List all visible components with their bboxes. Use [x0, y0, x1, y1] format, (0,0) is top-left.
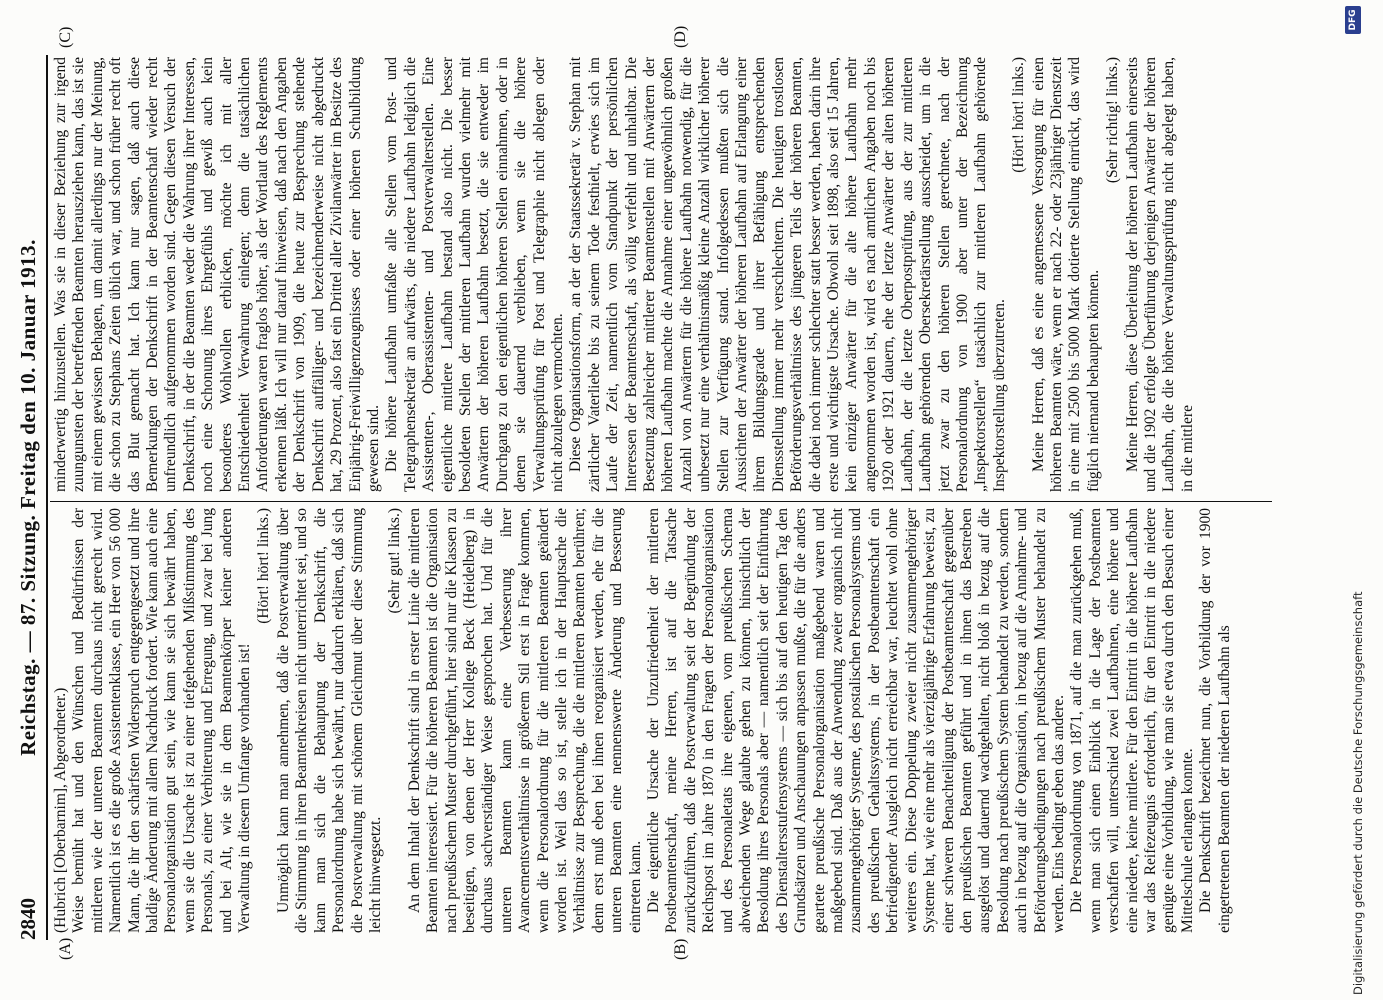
dfg-logo: DFG: [1345, 6, 1361, 34]
paragraph: Meine Herren, daß es eine angemessene Versorgung für einen höheren Beamten wäre, wenn er nach 22- oder 23jähriger Dienstzeit in eine mit 2500 bis 5000 Mark dotierte Stellung einrückt, das wird füglich niemand behaupten können.: [1029, 57, 1102, 492]
interjection: (Sehr gut! links.): [386, 508, 404, 614]
column-divider: [50, 501, 1272, 502]
paragraph: Die höhere Laufbahn umfaßte alle Stellen vom Post- und Telegraphensekretär an aufwärts, die niedere Laufbahn lediglich die Assistenten-, Oberassistenten- und Postverwalterstellen. Eine eigentliche mittlere Laufbahn bestand also nicht. Die besser besoldeten Stellen der mittleren Laufbahn wurden vielmehr mit Anwärtern der höheren Laufbahn besetzt, die sie entweder im Durchgang zu den eigentlichen höheren Stellen einnahmen, oder in denen sie dauernd verblieben, wenn sie die höhere Verwaltungsprüfung für Post und Telegraphie nicht ablegen oder nicht abzulegen vermochten.: [383, 57, 566, 492]
right-text-column: [52, 57, 1267, 492]
margin-mark-b: (B): [672, 938, 689, 960]
funding-note: Digitalisierung gefördert durch die Deutsche Forschungsgemeinschaft: [1351, 591, 1365, 995]
paragraph: Diese Organisationsform, an der der Staatssekretär v. Stephan mit zärtlicher Vaterliebe bis zu seinem Tode festhielt, erwies sich im Laufe der Zeit, namentlich vom Standpunkt der persönlichen Interessen der Beamtenschaft, als völlig verfehlt und unhaltbar. Die Besetzung zahlreicher mittlerer Beamtenstellen mit Anwärtern der höheren Laufbahn machte die Annahme einer ungewöhnlich großen Anzahl von Anwärtern für die höhere Laufbahn notwendig, für die unbesetzt nur eine verhältnismäßig kleine Anzahl wirklicher höherer Stellen zur Verfügung stand. Infolgedessen mußten sich die Aussichten der Anwärter der höheren Laufbahn auf Erlangung einer ihrem Bildungsgrade und ihrer Befähigung entsprechenden Diensstellung immer mehr verschlechtern. Die heutigen trostlosen Beförderungsverhältnisse des jüngeren Teils der höheren Beamten, die dabei noch immer schlechter statt besser werden, haben darin ihre erste und wichtigste Ursache. Obwohl seit 1898, also seit 15 Jahren, kein einziger Anwärter für die alte höhere Laufbahn mehr angenommen worden ist, wird es nach amtlichen Angaben noch bis 1920 oder 1921 dauern, ehe der letzte Anwärter der alten höheren Laufbahn, der die letzte Oberpostprüfung, aus der zur mittleren Laufbahn gehörenden Obersekretärstellung ausscheidet, um in die jetzt zwar zu den höheren Stellen gerechnete, nach der Personalordnung von 1900 aber unter der Bezeichnung „Inspektorstellen“ tatsächlich zur mittleren Laufbahn gehörende Inspektorstellung überzutreten.: [567, 57, 1008, 492]
left-text-column: [52, 508, 1267, 933]
margin-mark-d: (D): [672, 25, 689, 48]
paragraph: Weise bemüht hat und den Wünschen und Bedürfnissen der mittleren wie der unteren Beamten durchaus nicht gerecht wird. Namentlich ist es die große Assistentenklasse, ein Heer von 56 000 Mann, die ihr den schärfsten Widerspruch entgegengesetzt und ihre baldige Änderung mit allem Nachdruck fordert. Wie kann auch eine Personalorganisation gut sein, wie kann sie sich bewährt haben, wenn sie die Ursache ist zu einer tiefgehenden Mißstimmung des Personals, zu einer Verbitterung und Erregung, und zwar bei Jung und bei Alt, wie sie in dem Beamtenkörper keiner anderen Verwaltung in diesem Umfange vorhanden ist!: [70, 508, 254, 933]
margin-mark-a: (A): [57, 937, 74, 960]
header-rule: [46, 55, 48, 940]
page-number: 2840: [16, 898, 40, 940]
page-footer: [1345, 0, 1383, 1000]
running-title: Reichstag. — 87. Sitzung. Freitag den 10. Januar 1913.: [16, 239, 40, 756]
interjection: (Hört! hört! links.): [255, 508, 273, 624]
interjection: (Hört! hört! links.): [1010, 57, 1028, 173]
speaker-line: (Hubrich [Oberbarnim], Abgeordneter.): [52, 687, 69, 933]
page-header: [14, 55, 44, 940]
margin-mark-c: (C): [57, 26, 74, 48]
paragraph: minderwertig hinzustellen. Was sie in dieser Beziehung zur irgend zuungunsten der betreffenden Beamten herausziehen kann, das ist sie mit einem gewissen Behagen, um damit allerdings nur der Meinung, die schon zu Stephans Zeiten üblich war, und schon früher recht oft das Blut gemacht hat. Ich kann nur sagen, daß auch diese Bemerkungen der Denkschrift in der Beamtenschaft wieder recht unfreundlich aufgenommen worden sind. Gegen diesen Versuch der Denkschrift, in der die Beamten weder die Wahrung ihrer Interessen, noch eine Schonung ihres Ehrgefühls und gewiß auch kein besonderes Wohlwollen erblicken, möchte ich mit aller Entschiedenheit Verwahrung einlegen; denn die tatsächlichen Anforderungen waren fraglos höher, als der Wortlaut des Reglements erkennen läßt. Ich will nur darauf hinweisen, daß nach den Angaben der Denkschrift von 1909, die heute zur Besprechung stehende Denkschrift auffälliger- und bezeichnenderweise nicht abgedruckt hat, 29 Prozent, also fast ein Drittel aller Zivilanwärter im Besitze des Einjährig-Freiwilligenzeugnisses oder einer höheren Schulbildung gewesen sind.: [52, 57, 382, 492]
paragraph: An dem Inhalt der Denkschrift sind in erster Linie die mittleren Beamten interessiert. Für die höheren Beamten ist die Organisation nach preußischem Muster durchgeführt, hier sind nur die Klassen zu beseitigen, von denen der Herr Kollege Beck (Heidelberg) in durchaus sachverständiger Weise gesprochen hat. Und für die unteren Beamten kann eine Verbesserung ihrer Avancementsverhältnisse in größerem Stil erst in Frage kommen, wenn die Personalordnung für die mittleren Beamten geändert worden ist. Weil das so ist, stelle ich in der Hauptsache die Verhältnisse zur Besprechung, die die mittleren Beamten berühren; denn erst muß eben bei ihnen reorganisiert werden, ehe für die unteren Beamten eine nennenswerte Änderung und Besserung eintreten kann.: [405, 508, 644, 933]
paragraph: Die Personalordnung von 1871, auf die man zurückgehen muß, wenn man sich einen Einblick in die Lage der Postbeamten verschaffen will, unterschied zwei Laufbahnen, eine höhere und eine niedere, keine mittlere. Für den Eintritt in die höhere Laufbahn war das Reifezeugnis erforderlich, für den Eintritt in die niedere genügte eine Vorbildung, wie man sie etwa durch den Besuch einer Mittelschule erlangen konnte.: [1068, 508, 1196, 933]
interjection: (Sehr richtig! links.): [1104, 57, 1122, 184]
paragraph: Die eigentliche Ursache der Unzufriedenheit der mittleren Postbeamtenschaft, meine Herren, ist auf die Tatsache zurückzuführen, daß die Postverwaltung seit der Begründung der Reichspost im Jahre 1870 in den Fragen der Personalorganisation und des Personaletats ihre eigenen, vom preußischen Schema abweichenden Wege glaubte gehen zu können, hinsichtlich der Besoldung ihres Personals aber — namentlich seit der Einführung des Dienstaltersstufensystems — sich bis auf den heutigen Tag den Grundsätzen und Anschauungen anpassen mußte, die für die anders geartete preußische Personalorganisation maßgebend waren und maßgebend sind. Daß aus der Anwendung zweier organisch nicht zusammengehöriger Systeme, des postalischen Personalsystems und des preußischen Gehaltssystems, in der Postbeamtenschaft ein befriedigender Ausgleich nicht erreichbar war, leuchtet wohl ohne weiteres ein. Diese Doppelung zweier nicht zusammengehöriger Systeme hat, wie eine mehr als vierzigjährige Erfahrung beweist, zu einer schweren Benachteiligung der Postbeamtenschaft gegenüber den preußischen Beamten geführt und in ihnen das Bestreben ausgelöst und dauernd wachgehalten, nicht bloß in bezug auf die Besoldung nach preußischem System behandelt zu werden, sondern auch in bezug auf die Organisation, in bezug auf die Annahme- und Beförderungsbedingungen nach preußischem Muster behandelt zu werden. Eins bedingt eben das andere.: [645, 508, 1067, 933]
paragraph: Unmöglich kann man annehmen, daß die Postverwaltung über die Stimmung in ihren Beamtenkreisen nicht unterrichtet sei, und so kann man sich die Behauptung der Denkschrift, die Personalordnung habe sich bewährt, nur dadurch erklären, daß sich die Postverwaltung mit schönem Gleichmut über diese Stimmung leicht hinwegsetzt.: [274, 508, 384, 933]
paragraph: Die Denkschrift bezeichnet nun, die Vorbildung der vor 1900 eingetretenen Beamten der niederen Laufbahn als: [1197, 508, 1233, 933]
paragraph: Meine Herren, diese Überleitung der höheren Laufbahn einerseits und die 1902 erfolgte Überführung derjenigen Anwärter der höheren Laufbahn, die die höhere Verwaltungsprüfung nicht abgelegt haben, in die mittlere: [1123, 57, 1196, 492]
